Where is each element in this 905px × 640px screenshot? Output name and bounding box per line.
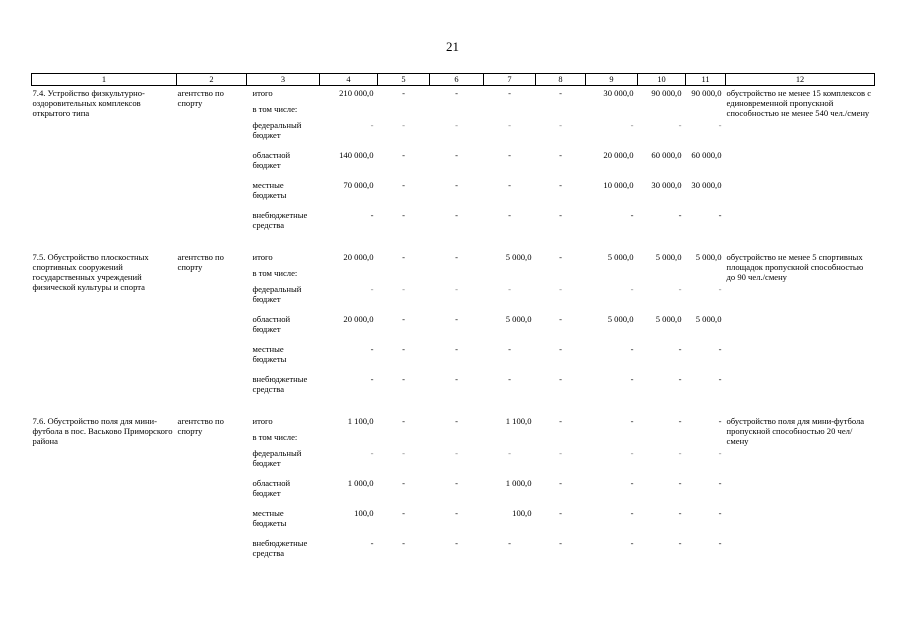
amount-cell: 5 000,0 bbox=[655, 314, 682, 324]
amount-cell: - bbox=[402, 416, 405, 426]
amount-cell bbox=[686, 104, 726, 120]
amount-cell: - bbox=[508, 284, 511, 294]
amount-cell: - bbox=[559, 180, 562, 190]
amount-cell: - bbox=[559, 150, 562, 160]
amount-cell: - bbox=[455, 374, 458, 384]
funding-source-label: областной бюджет bbox=[252, 478, 291, 498]
amount-cell: - bbox=[402, 538, 405, 548]
amount-cell: - bbox=[559, 314, 562, 324]
amount-cell: - bbox=[678, 210, 682, 220]
amount-cell: - bbox=[455, 180, 458, 190]
amount-cell bbox=[320, 104, 378, 120]
amount-cell: - bbox=[678, 448, 682, 458]
amount-cell: - bbox=[559, 374, 562, 384]
amount-cell: - bbox=[718, 344, 722, 354]
amount-cell: 1 100,0 bbox=[347, 416, 374, 426]
program-table bbox=[31, 73, 875, 567]
amount-cell: - bbox=[402, 508, 405, 518]
amount-cell: - bbox=[630, 374, 634, 384]
table-body bbox=[32, 86, 875, 568]
amount-cell: - bbox=[508, 538, 511, 548]
column-number-10: 10 bbox=[638, 74, 686, 86]
amount-cell: - bbox=[508, 120, 511, 130]
column-number-3: 3 bbox=[247, 74, 320, 86]
amount-cell: 1 000,0 bbox=[347, 478, 374, 488]
table-row bbox=[32, 86, 875, 105]
amount-cell: - bbox=[630, 284, 634, 294]
amount-cell: - bbox=[718, 210, 722, 220]
amount-cell: 210 000,0 bbox=[339, 88, 374, 98]
amount-cell: 10 000,0 bbox=[603, 180, 634, 190]
funding-source-label: в том числе: bbox=[252, 432, 298, 442]
amount-cell: - bbox=[402, 344, 405, 354]
amount-cell: - bbox=[718, 538, 722, 548]
amount-cell: - bbox=[559, 478, 562, 488]
amount-cell: 60 000,0 bbox=[651, 150, 682, 160]
amount-cell: - bbox=[402, 120, 405, 130]
funding-source-label: местные бюджеты bbox=[252, 508, 287, 528]
amount-cell: - bbox=[402, 448, 405, 458]
funding-source-label: федеральный бюджет bbox=[252, 120, 302, 140]
amount-cell bbox=[320, 432, 378, 448]
funding-source-label: итого bbox=[252, 88, 273, 98]
column-number-9: 9 bbox=[586, 74, 638, 86]
amount-cell: - bbox=[559, 508, 562, 518]
amount-cell: - bbox=[455, 88, 458, 98]
amount-cell: - bbox=[508, 180, 511, 190]
amount-cell: - bbox=[630, 344, 634, 354]
amount-cell: 30 000,0 bbox=[603, 88, 634, 98]
column-number-11: 11 bbox=[686, 74, 726, 86]
amount-cell: - bbox=[455, 252, 458, 262]
amount-cell: 90 000,0 bbox=[691, 88, 722, 98]
expected-result: обустройство поля для мини-футбола пропускной способностью 20 чел/смену bbox=[726, 416, 865, 446]
amount-cell: - bbox=[678, 374, 682, 384]
funding-source-label: внебюджетные средства bbox=[252, 210, 308, 230]
amount-cell: - bbox=[718, 284, 722, 294]
funding-source-label: в том числе: bbox=[252, 268, 298, 278]
amount-cell: - bbox=[718, 374, 722, 384]
amount-cell: 100,0 bbox=[512, 508, 532, 518]
amount-cell: - bbox=[402, 210, 405, 220]
amount-cell: - bbox=[370, 120, 374, 130]
amount-cell: - bbox=[630, 478, 634, 488]
amount-cell: 1 100,0 bbox=[505, 416, 532, 426]
amount-cell: - bbox=[678, 508, 682, 518]
amount-cell: - bbox=[402, 374, 405, 384]
amount-cell bbox=[536, 104, 586, 120]
amount-cell: - bbox=[370, 344, 374, 354]
amount-cell: - bbox=[370, 448, 374, 458]
column-number-4: 4 bbox=[320, 74, 378, 86]
column-number-7: 7 bbox=[484, 74, 536, 86]
amount-cell bbox=[430, 268, 484, 284]
amount-cell bbox=[320, 268, 378, 284]
page-number: 21 bbox=[446, 39, 459, 54]
amount-cell bbox=[430, 104, 484, 120]
amount-cell: - bbox=[370, 374, 374, 384]
amount-cell bbox=[378, 432, 430, 448]
executor: агентство по спорту bbox=[177, 416, 224, 436]
amount-cell: - bbox=[402, 150, 405, 160]
amount-cell: - bbox=[455, 284, 458, 294]
amount-cell: 5 000,0 bbox=[607, 314, 634, 324]
amount-cell: - bbox=[508, 150, 511, 160]
amount-cell: - bbox=[559, 416, 562, 426]
amount-cell: 30 000,0 bbox=[691, 180, 722, 190]
funding-source-label: федеральный бюджет bbox=[252, 448, 302, 468]
amount-cell: - bbox=[508, 210, 511, 220]
amount-cell bbox=[378, 268, 430, 284]
column-number-8: 8 bbox=[536, 74, 586, 86]
amount-cell: - bbox=[559, 88, 562, 98]
amount-cell: 5 000,0 bbox=[655, 252, 682, 262]
funding-source-label: областной бюджет bbox=[252, 314, 291, 334]
section-spacer bbox=[32, 239, 875, 250]
amount-cell: - bbox=[455, 538, 458, 548]
amount-cell: - bbox=[678, 538, 682, 548]
amount-cell: - bbox=[630, 508, 634, 518]
amount-cell bbox=[686, 432, 726, 448]
amount-cell: - bbox=[402, 88, 405, 98]
amount-cell: 30 000,0 bbox=[651, 180, 682, 190]
amount-cell: - bbox=[508, 374, 511, 384]
executor: агентство по спорту bbox=[177, 88, 224, 108]
funding-source-label: областной бюджет bbox=[252, 150, 291, 170]
funding-source-label: внебюджетные средства bbox=[252, 538, 308, 558]
amount-cell: - bbox=[559, 120, 562, 130]
activity-name: 7.5. Обустройство плоскостных спортивных сооружений государственных учреждений физической культуры и спорта bbox=[32, 252, 149, 292]
amount-cell: - bbox=[718, 416, 722, 426]
amount-cell: - bbox=[508, 448, 511, 458]
amount-cell bbox=[638, 268, 686, 284]
amount-cell bbox=[536, 432, 586, 448]
expected-result: обустройство не менее 5 спортивных площадок пропускной способностью до 90 чел./смену bbox=[726, 252, 864, 282]
amount-cell: - bbox=[402, 180, 405, 190]
amount-cell: - bbox=[718, 448, 722, 458]
amount-cell: - bbox=[559, 252, 562, 262]
amount-cell: - bbox=[630, 448, 634, 458]
funding-source-label: внебюджетные средства bbox=[252, 374, 308, 394]
activity-name: 7.4. Устройство физкультурно-оздоровительных комплексов открытого типа bbox=[32, 88, 145, 118]
amount-cell: 90 000,0 bbox=[651, 88, 682, 98]
amount-cell: - bbox=[370, 284, 374, 294]
amount-cell bbox=[430, 432, 484, 448]
amount-cell: 100,0 bbox=[354, 508, 374, 518]
amount-cell bbox=[484, 104, 536, 120]
amount-cell: 60 000,0 bbox=[691, 150, 722, 160]
expected-result: обустройство не менее 15 комплексов с единовременной пропускной способностью не менее 540 чел./смену bbox=[726, 88, 872, 118]
amount-cell: - bbox=[718, 508, 722, 518]
column-number-1: 1 bbox=[32, 74, 177, 86]
amount-cell: - bbox=[559, 344, 562, 354]
amount-cell: - bbox=[402, 478, 405, 488]
funding-source-label: в том числе: bbox=[252, 104, 298, 114]
amount-cell bbox=[586, 104, 638, 120]
amount-cell: - bbox=[402, 252, 405, 262]
amount-cell bbox=[378, 104, 430, 120]
amount-cell: 140 000,0 bbox=[339, 150, 374, 160]
amount-cell: - bbox=[455, 416, 458, 426]
amount-cell: - bbox=[630, 210, 634, 220]
column-number-12: 12 bbox=[726, 74, 875, 86]
amount-cell: - bbox=[630, 120, 634, 130]
amount-cell: - bbox=[630, 416, 634, 426]
amount-cell: - bbox=[370, 210, 374, 220]
amount-cell: 20 000,0 bbox=[343, 314, 374, 324]
amount-cell: - bbox=[508, 344, 511, 354]
amount-cell: 5 000,0 bbox=[695, 252, 722, 262]
amount-cell: 70 000,0 bbox=[343, 180, 374, 190]
amount-cell: - bbox=[402, 314, 405, 324]
amount-cell: 1 000,0 bbox=[505, 478, 532, 488]
amount-cell: - bbox=[455, 210, 458, 220]
amount-cell: - bbox=[718, 478, 722, 488]
column-number-2: 2 bbox=[177, 74, 247, 86]
amount-cell: 20 000,0 bbox=[343, 252, 374, 262]
amount-cell: - bbox=[455, 508, 458, 518]
amount-cell bbox=[686, 268, 726, 284]
funding-source-label: итого bbox=[252, 416, 273, 426]
amount-cell bbox=[484, 268, 536, 284]
amount-cell: - bbox=[559, 448, 562, 458]
amount-cell: - bbox=[455, 478, 458, 488]
amount-cell: - bbox=[559, 210, 562, 220]
amount-cell: - bbox=[678, 284, 682, 294]
column-number-6: 6 bbox=[430, 74, 484, 86]
amount-cell: - bbox=[455, 344, 458, 354]
amount-cell: - bbox=[455, 150, 458, 160]
amount-cell: - bbox=[678, 478, 682, 488]
amount-cell bbox=[484, 432, 536, 448]
amount-cell bbox=[586, 432, 638, 448]
executor: агентство по спорту bbox=[177, 252, 224, 272]
amount-cell: 5 000,0 bbox=[505, 252, 532, 262]
amount-cell: - bbox=[455, 314, 458, 324]
amount-cell bbox=[638, 104, 686, 120]
amount-cell: - bbox=[678, 120, 682, 130]
column-numbers-header bbox=[32, 74, 875, 86]
amount-cell: - bbox=[559, 284, 562, 294]
amount-cell: - bbox=[455, 448, 458, 458]
amount-cell: - bbox=[630, 538, 634, 548]
amount-cell: - bbox=[370, 538, 374, 548]
amount-cell bbox=[536, 268, 586, 284]
amount-cell: - bbox=[718, 120, 722, 130]
table-row bbox=[32, 250, 875, 268]
funding-source-label: итого bbox=[252, 252, 273, 262]
funding-source-label: федеральный бюджет bbox=[252, 284, 302, 304]
amount-cell: 5 000,0 bbox=[695, 314, 722, 324]
amount-cell: 5 000,0 bbox=[505, 314, 532, 324]
amount-cell bbox=[638, 432, 686, 448]
table-row bbox=[32, 414, 875, 432]
amount-cell: 5 000,0 bbox=[607, 252, 634, 262]
amount-cell: - bbox=[508, 88, 511, 98]
amount-cell: - bbox=[678, 344, 682, 354]
funding-source-label: местные бюджеты bbox=[252, 180, 287, 200]
amount-cell bbox=[586, 268, 638, 284]
amount-cell: - bbox=[402, 284, 405, 294]
amount-cell: 20 000,0 bbox=[603, 150, 634, 160]
amount-cell: - bbox=[559, 538, 562, 548]
column-number-5: 5 bbox=[378, 74, 430, 86]
activity-name: 7.6. Обустройство поля для мини-футбола в пос. Васьково Приморского района bbox=[32, 416, 173, 446]
amount-cell: - bbox=[678, 416, 682, 426]
amount-cell: - bbox=[455, 120, 458, 130]
section-spacer bbox=[32, 403, 875, 414]
funding-source-label: местные бюджеты bbox=[252, 344, 287, 364]
